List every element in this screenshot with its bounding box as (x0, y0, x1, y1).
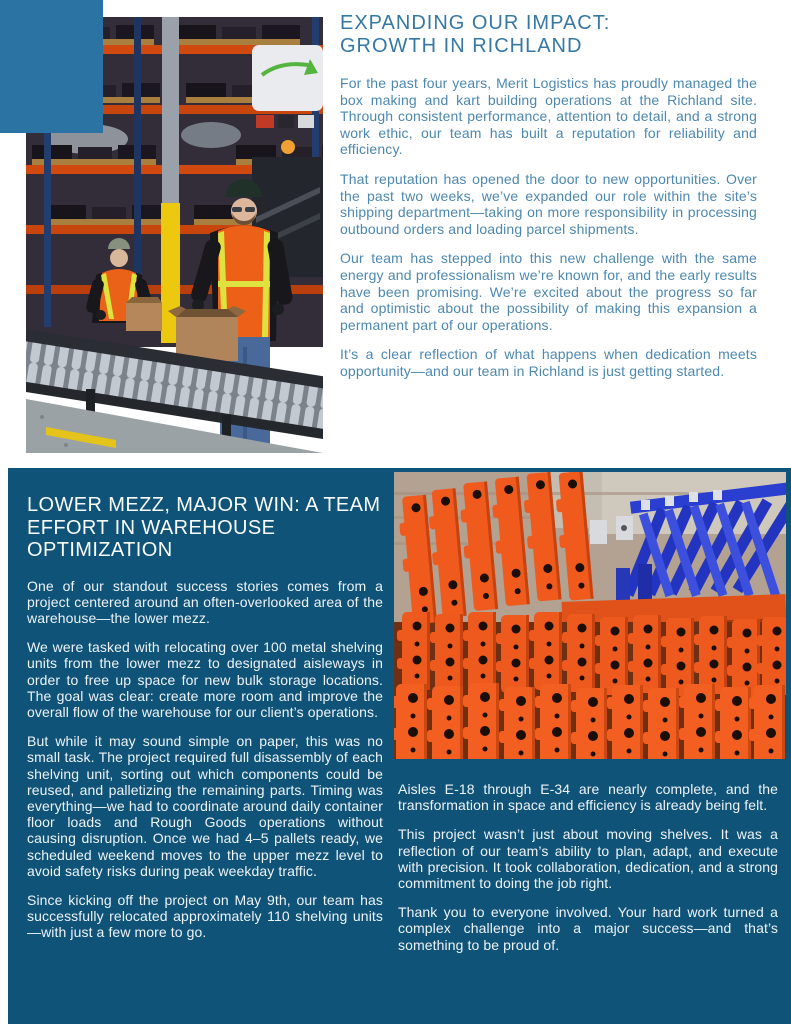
article-title (27, 494, 383, 562)
article-paragraph: Thank you to everyone involved. Your hard work turned a complex challenge into a major success—and that’s something to be proud of. (398, 904, 778, 953)
article-title (340, 12, 757, 58)
article-paragraph: That reputation has opened the door to new opportunities. Over the past two weeks, we’ve expanded our role within the site’s shipping department—taking on more responsibility in processing outbound orders and loading parcel shipments. (340, 170, 757, 237)
article-body (340, 75, 757, 380)
article-paragraph: One of our standout success stories comes from a project centered around an often-overlooked area of the warehouse—the lower mezz. (27, 577, 383, 626)
article-paragraph: Our team has stepped into this new challenge with the same energy and professionalism we’re known for, and the early results have been promising. We’re excited about the progress so far and optimistic about the possibility of making this expansion a permanent part of our operations. (340, 250, 757, 333)
article-title-line: EXPANDING OUR IMPACT: (340, 12, 611, 34)
article-lower-mezz (8, 468, 791, 1024)
article-body (398, 781, 778, 966)
article-paragraph: It’s a clear reflection of what happens when dedication meets opportunity—and our team in Richland is just getting started. (340, 346, 757, 379)
article-paragraph: But while it may sound simple on paper, this was no small task. The project required full disassembly of each shelving unit, sorting out which components could be reused, and palletizing the remaining parts. Timing was everything—we had to coordinate around daily container floor loads and Rough Goods operations without causing disruption. Once we had 4–5 pallets ready, we scheduled weekend moves to the upper mezz level to avoid safety risks during peak weekday traffic. (27, 733, 383, 879)
article-title-line: EFFORT IN WAREHOUSE OPTIMIZATION (27, 516, 276, 561)
upright-stack-bottom (394, 683, 785, 759)
article-body (27, 578, 383, 941)
article-paragraph: We were tasked with relocating over 100 metal shelving units from the lower mezz to designated aisleways in order to free up space for new bulk storage locations. The goal was clear: create more room and improve the overall flow of the warehouse for our client’s operations. (27, 639, 383, 720)
article-paragraph: Since kicking off the project on May 9th, our team has successfully relocated approximately 110 shelving units—with just a few more to go. (27, 891, 383, 941)
article-title-line: LOWER MEZZ, MAJOR WIN: A TEAM (27, 494, 381, 516)
article-paragraph: This project wasn’t just about moving shelves. It was a reflection of our team’s ability to plan, adapt, and execute with precision. It took collaboration, dedication, and a strong commitment to doing the job right. (398, 826, 778, 892)
article-paragraph: Aisles E-18 through E-34 are nearly complete, and the transformation in space and efficiency is already being felt. (398, 781, 778, 814)
article-title-line: GROWTH IN RICHLAND (340, 35, 583, 57)
orange-rack-brackets-photo (394, 472, 786, 759)
accent-rectangle (0, 0, 103, 133)
article-paragraph: For the past four years, Merit Logistics has proudly managed the box making and kart building operations at the Richland site. Through consistent performance, attention to detail, and a strong work ethic, our team has built a reputation for reliability and efficiency. (340, 75, 757, 158)
